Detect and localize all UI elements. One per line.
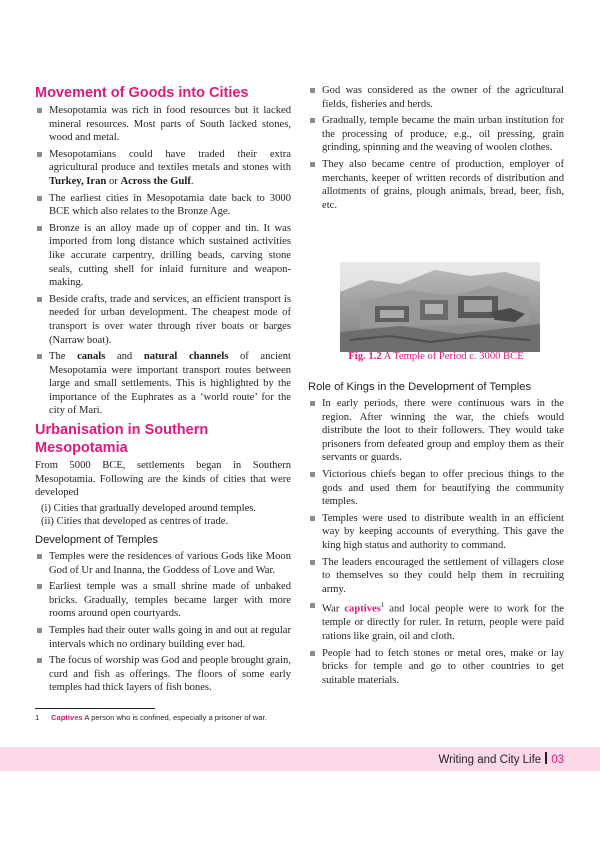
- list-item: War captives$^1$ and local people were to work for the temple or directly for ruler. In return, people were paid rations like grain, oil and cloth.: [308, 599, 564, 643]
- right-column-top: [308, 84, 564, 215]
- section-heading-urbanisation: Urbanisation in Southern Mesopotamia: [35, 422, 209, 457]
- kings-list: [308, 397, 564, 687]
- section-heading-movement: Movement of Goods into Cities: [35, 85, 249, 101]
- chapter-title: Writing and City Life: [438, 754, 542, 766]
- list-item: The earliest cities in Mesopotamia date back to 3000 BCE which also relates to the Bronze Age.: [35, 192, 291, 219]
- bullet-square-icon: [37, 584, 42, 589]
- footer-separator: [545, 752, 547, 764]
- list-item: They also became centre of production, employer of merchants, keeper of written records of distribution and allotments of grains, plough animals, bread, beer, fish, etc.: [308, 158, 564, 212]
- movement-list: [35, 104, 291, 418]
- list-item: Temples were used to distribute wealth in an efficient way by keeping accounts of everything. This gave the king high status and authority to command.: [308, 512, 564, 553]
- bullet-square-icon: [37, 628, 42, 633]
- list-item: Temples had their outer walls going in and out at regular intervals which no ordinary building ever had.: [35, 624, 291, 651]
- bullet-square-icon: [37, 297, 42, 302]
- bullet-square-icon: [310, 472, 315, 477]
- bullet-square-icon: [310, 603, 315, 608]
- list-item: (ii) Cities that developed as centres of trade.: [41, 516, 229, 528]
- list-item: In early periods, there were continuous wars in the region. After winning the war, the chiefs would distribute the loot to their followers. They would take prisoners from defeated group and employ them as their servants or guards.: [308, 397, 564, 465]
- running-footer: [439, 752, 565, 767]
- list-item: Temples were the residences of various Gods like Moon God of Ur and Inanna, the Goddess of Love and War.: [35, 550, 291, 577]
- list-item: Beside crafts, trade and services, an efficient transport is needed for urban development. The cheapest mode of transport is over water through river boats or barges (Narraw boat).: [35, 293, 291, 347]
- list-item: Earliest temple was a small shrine made of unbaked bricks. Gradually, temples became larger with more rooms around open courtyards.: [35, 580, 291, 621]
- figure-caption: Fig. 1.2 A Temple of Period c. 3000 BCE: [348, 351, 524, 362]
- bullet-square-icon: [37, 658, 42, 663]
- bullet-square-icon: [310, 162, 315, 167]
- list-item: The focus of worship was God and people brought grain, curd and fish as offerings. The floors of some early temples had thick layers of fish bones.: [35, 654, 291, 695]
- bullet-square-icon: [37, 196, 42, 201]
- list-item: Bronze is an alloy made up of copper and tin. It was imported from long distance which sustained activities like accurate carpentry, drilling beads, carving stone seals, cutting shell for inlaid furniture and weapon-making.: [35, 222, 291, 290]
- bullet-square-icon: [37, 152, 42, 157]
- city-types-list: [35, 502, 291, 529]
- urbanisation-paragraph: From 5000 BCE, settlements began in Southern Mesopotamia. Following are the kinds of cities that were developed: [35, 460, 291, 499]
- footnote: 1 Captives A person who is confined, especially a prisoner of war.: [35, 713, 267, 722]
- bullet-square-icon: [37, 108, 42, 113]
- subheading-development-of-temples: Development of Temples: [35, 534, 158, 547]
- left-column: [35, 84, 291, 698]
- right-column-bottom: [308, 380, 564, 690]
- list-item: (i) Cities that gradually developed around temples.: [41, 502, 257, 514]
- temple-ruins-illustration: [340, 262, 540, 352]
- temple-ruins-photo: [340, 262, 540, 352]
- bullet-square-icon: [310, 88, 315, 93]
- list-item: Mesopotamia was rich in food resources but it lacked mineral resources. Most parts of South lacked stones, wood and metal.: [35, 104, 291, 145]
- bullet-square-icon: [310, 651, 315, 656]
- bullet-square-icon: [37, 354, 42, 359]
- temples-list: [35, 550, 291, 695]
- list-item: God was considered as the owner of the agricultural fields, fisheries and herds.: [308, 84, 564, 111]
- bullet-square-icon: [310, 516, 315, 521]
- list-item: The leaders encouraged the settlement of villagers close to themselves so they could help them in recruiting army.: [308, 556, 564, 597]
- list-item: Gradually, temple became the main urban institution for the processing of produce, e.g., oil pressing, grain grinding, spinning and the weaving of woolen clothes.: [308, 114, 564, 155]
- list-item: Victorious chiefs began to offer precious things to the gods and used them for beautifying the community temples.: [308, 468, 564, 509]
- footnote-divider: [35, 708, 155, 709]
- glossary-term-captives: captives: [344, 603, 381, 615]
- page-number: 03: [551, 754, 564, 766]
- subheading-role-of-kings: Role of Kings in the Development of Temples: [308, 381, 532, 393]
- list-item: Mesopotamians could have traded their extra agricultural produce and textiles metals and stones with Turkey, Iran or Across the Gulf.: [35, 148, 291, 189]
- bullet-square-icon: [310, 401, 315, 406]
- list-item: People had to fetch stones or metal ores, make or lay bricks for temple and go to other countries to get suitable materials.: [308, 647, 564, 688]
- bullet-square-icon: [310, 560, 315, 565]
- bullet-square-icon: [310, 118, 315, 123]
- temple-role-list: [308, 84, 564, 212]
- bullet-square-icon: [37, 226, 42, 231]
- list-item: The canals and natural channels of ancient Mesopotamia were important transport routes between large and small settlements. This is highlighted by the importance of the Euphrates as a ‘world route’ for the city of Mari.: [35, 350, 291, 418]
- bullet-square-icon: [37, 554, 42, 559]
